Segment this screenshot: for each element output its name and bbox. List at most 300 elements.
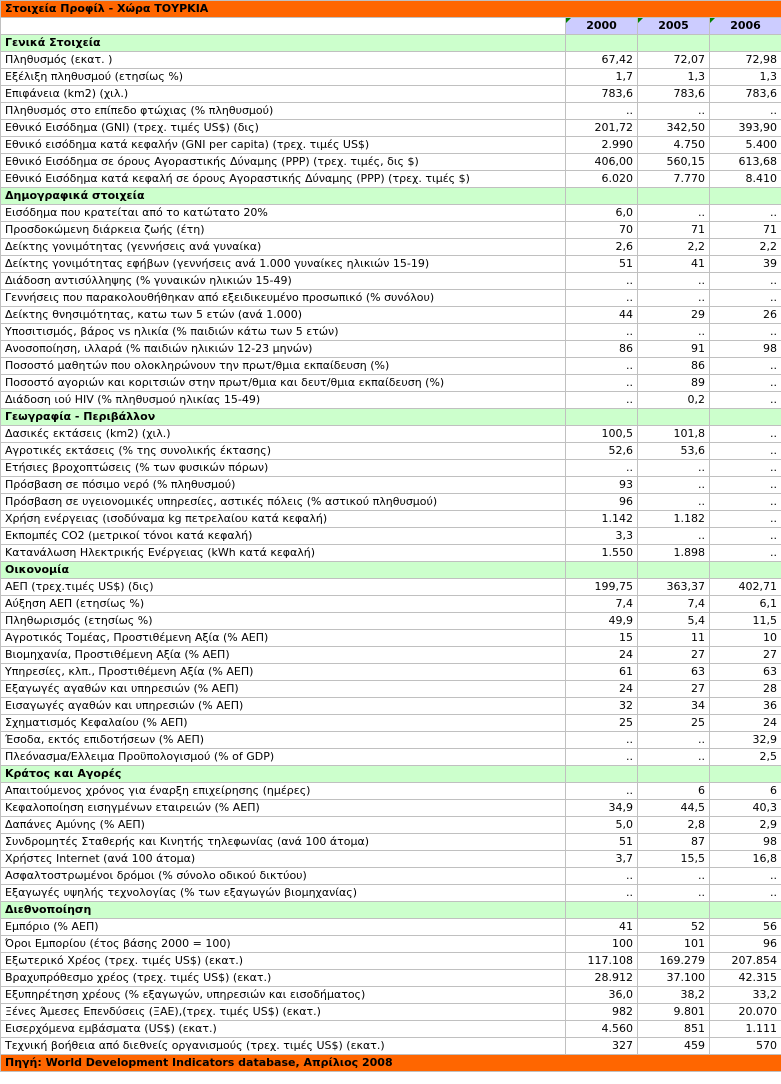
value-cell-2000[interactable]: 6,0 (566, 205, 638, 222)
value-cell-2000[interactable]: 51 (566, 834, 638, 851)
value-cell-2006[interactable]: 6 (710, 783, 781, 800)
table-row (1, 698, 781, 715)
table-row (1, 460, 781, 477)
indicator-label[interactable]: Σχηματισμός Κεφαλαίου (% ΑΕΠ) (1, 715, 566, 732)
value-cell-2000[interactable]: 201,72 (566, 120, 638, 137)
value-cell-2000[interactable]: .. (566, 885, 638, 902)
value-cell-2005[interactable]: .. (638, 494, 710, 511)
value-cell-2000[interactable]: 61 (566, 664, 638, 681)
value-cell-2005[interactable]: 101 (638, 936, 710, 953)
section-title[interactable]: Οικονομία (1, 562, 566, 579)
value-cell-2006[interactable]: 24 (710, 715, 781, 732)
value-cell-2006[interactable]: .. (710, 494, 781, 511)
value-cell-2006[interactable]: 10 (710, 630, 781, 647)
value-cell-2006[interactable]: 28 (710, 681, 781, 698)
value-cell-2005[interactable]: 1.898 (638, 545, 710, 562)
value-cell-2005[interactable]: 27 (638, 681, 710, 698)
value-cell-2006[interactable]: .. (710, 511, 781, 528)
section-title[interactable]: Γενικά Στοιχεία (1, 35, 566, 52)
table-row (1, 120, 781, 137)
table-row (1, 511, 781, 528)
value-cell-2006[interactable]: 783,6 (710, 86, 781, 103)
value-cell-2005[interactable]: 1,3 (638, 69, 710, 86)
value-cell-2006[interactable]: 42.315 (710, 970, 781, 987)
year-header-cell[interactable]: 2006 (710, 18, 781, 35)
value-cell-2005[interactable]: 7,4 (638, 596, 710, 613)
value-cell-2005[interactable]: 34 (638, 698, 710, 715)
value-cell-2006[interactable]: 20.070 (710, 1004, 781, 1021)
indicator-label[interactable]: Δείκτης θνησιμότητας, κατω των 5 ετών (ανά 1.000) (1, 307, 566, 324)
table-row (1, 885, 781, 902)
value-cell-2000[interactable]: 117.108 (566, 953, 638, 970)
value-cell-2000[interactable]: 96 (566, 494, 638, 511)
value-cell-2005[interactable]: 87 (638, 834, 710, 851)
table-row (1, 1038, 781, 1055)
indicator-label[interactable]: Εθνικό Εισόδημα (GNI) (τρεχ. τιμές US$) (δις) (1, 120, 566, 137)
value-cell-2005[interactable]: 53,6 (638, 443, 710, 460)
value-cell-2006[interactable]: 16,8 (710, 851, 781, 868)
value-cell-2000[interactable]: 1.550 (566, 545, 638, 562)
value-cell-2006[interactable]: .. (710, 358, 781, 375)
section-header-blank[interactable] (710, 35, 781, 52)
table-row (1, 528, 781, 545)
indicator-label[interactable]: ΑΕΠ (τρεχ.τιμές US$) (δις) (1, 579, 566, 596)
indicator-label[interactable]: Εθνικό Εισόδημα σε όρους Αγοραστικής Δύναμης (PPP) (τρεχ. τιμές, δις $) (1, 154, 566, 171)
section-header-blank[interactable] (638, 188, 710, 205)
value-cell-2006[interactable]: .. (710, 392, 781, 409)
value-cell-2000[interactable]: 100 (566, 936, 638, 953)
indicator-label[interactable]: Ποσοστό αγοριών και κοριτσιών στην πρωτ/θμια και δευτ/θμια εκπαίδευση (%) (1, 375, 566, 392)
value-cell-2006[interactable]: 36 (710, 698, 781, 715)
section-header-blank[interactable] (638, 409, 710, 426)
value-cell-2005[interactable]: .. (638, 324, 710, 341)
value-cell-2000[interactable]: 2,6 (566, 239, 638, 256)
table-row (1, 817, 781, 834)
value-cell-2005[interactable]: 4.750 (638, 137, 710, 154)
value-cell-2006[interactable]: .. (710, 477, 781, 494)
indicator-label[interactable]: Εξυπηρέτηση χρέους (% εξαγωγών, υπηρεσιών και εισοδήματος) (1, 987, 566, 1004)
indicator-label[interactable]: Δείκτης γονιμότητας (γεννήσεις ανά γυναίκα) (1, 239, 566, 256)
value-cell-2000[interactable]: .. (566, 358, 638, 375)
value-cell-2006[interactable]: 11,5 (710, 613, 781, 630)
value-cell-2000[interactable]: 93 (566, 477, 638, 494)
value-cell-2000[interactable]: 5,0 (566, 817, 638, 834)
indicator-label[interactable]: Διάδοση ιού HIV (% πληθυσμού ηλικίας 15-49) (1, 392, 566, 409)
value-cell-2005[interactable]: 0,2 (638, 392, 710, 409)
value-cell-2000[interactable]: 6.020 (566, 171, 638, 188)
value-cell-2006[interactable]: .. (710, 545, 781, 562)
indicator-label[interactable]: Ετήσιες βροχοπτώσεις (% των φυσικών πόρων) (1, 460, 566, 477)
section-header-blank[interactable] (566, 409, 638, 426)
section-header-blank[interactable] (566, 902, 638, 919)
table-row (1, 783, 781, 800)
value-cell-2005[interactable]: 783,6 (638, 86, 710, 103)
value-cell-2005[interactable]: 15,5 (638, 851, 710, 868)
table-row (1, 732, 781, 749)
section-header-blank[interactable] (638, 35, 710, 52)
value-cell-2005[interactable]: .. (638, 528, 710, 545)
value-cell-2006[interactable]: .. (710, 290, 781, 307)
value-cell-2005[interactable]: .. (638, 290, 710, 307)
footer-row (1, 1055, 781, 1072)
indicator-label[interactable]: Πρόσβαση σε πόσιμο νερό (% πληθυσμού) (1, 477, 566, 494)
value-cell-2000[interactable]: 44 (566, 307, 638, 324)
section-header-blank[interactable] (710, 409, 781, 426)
table-row (1, 103, 781, 120)
indicator-label[interactable]: Δαπάνες Αμύνης (% ΑΕΠ) (1, 817, 566, 834)
value-cell-2005[interactable]: 29 (638, 307, 710, 324)
value-cell-2006[interactable]: 27 (710, 647, 781, 664)
value-cell-2005[interactable]: 38,2 (638, 987, 710, 1004)
table-row (1, 681, 781, 698)
indicator-label[interactable]: Εισαγωγές αγαθών και υπηρεσιών (% ΑΕΠ) (1, 698, 566, 715)
indicator-label[interactable]: Πληθωρισμός (ετησίως %) (1, 613, 566, 630)
value-cell-2005[interactable]: 101,8 (638, 426, 710, 443)
value-cell-2000[interactable]: .. (566, 749, 638, 766)
table-row (1, 443, 781, 460)
value-cell-2000[interactable]: 86 (566, 341, 638, 358)
section-header-row (1, 562, 781, 579)
indicator-label[interactable]: Υποσιτισμός, βάρος vs ηλικία (% παιδιών κάτω των 5 ετών) (1, 324, 566, 341)
value-cell-2000[interactable]: 327 (566, 1038, 638, 1055)
section-header-blank[interactable] (638, 562, 710, 579)
value-cell-2000[interactable]: .. (566, 273, 638, 290)
table-row (1, 851, 781, 868)
value-cell-2006[interactable]: 39 (710, 256, 781, 273)
value-cell-2006[interactable]: .. (710, 273, 781, 290)
value-cell-2006[interactable]: .. (710, 324, 781, 341)
table-row (1, 375, 781, 392)
indicator-label[interactable]: Βραχυπρόθεσμο χρέος (τρεχ. τιμές US$) (εκατ.) (1, 970, 566, 987)
value-cell-2000[interactable]: .. (566, 392, 638, 409)
table-row (1, 426, 781, 443)
value-cell-2006[interactable]: 2,5 (710, 749, 781, 766)
value-cell-2000[interactable]: 783,6 (566, 86, 638, 103)
value-cell-2005[interactable]: 63 (638, 664, 710, 681)
section-header-blank[interactable] (710, 902, 781, 919)
value-cell-2006[interactable]: 98 (710, 834, 781, 851)
table-row (1, 868, 781, 885)
value-cell-2000[interactable]: 982 (566, 1004, 638, 1021)
value-cell-2000[interactable]: 2.990 (566, 137, 638, 154)
value-cell-2006[interactable]: .. (710, 426, 781, 443)
table-row (1, 137, 781, 154)
value-cell-2006[interactable]: 96 (710, 936, 781, 953)
value-cell-2005[interactable]: 11 (638, 630, 710, 647)
value-cell-2005[interactable]: 89 (638, 375, 710, 392)
table-row (1, 358, 781, 375)
value-cell-2006[interactable]: 570 (710, 1038, 781, 1055)
indicator-label[interactable]: Συνδρομητές Σταθερής και Κινητής τηλεφωνίας (ανά 100 άτομα) (1, 834, 566, 851)
value-cell-2005[interactable]: 86 (638, 358, 710, 375)
value-cell-2000[interactable]: 67,42 (566, 52, 638, 69)
table-row (1, 171, 781, 188)
indicator-label[interactable]: Αγροτικές εκτάσεις (% της συνολικής έκτασης) (1, 443, 566, 460)
value-cell-2005[interactable]: 2,2 (638, 239, 710, 256)
value-cell-2000[interactable]: 52,6 (566, 443, 638, 460)
table-row (1, 341, 781, 358)
table-row (1, 256, 781, 273)
value-cell-2000[interactable]: 51 (566, 256, 638, 273)
value-cell-2006[interactable]: 72,98 (710, 52, 781, 69)
value-cell-2005[interactable]: .. (638, 732, 710, 749)
value-cell-2005[interactable]: 560,15 (638, 154, 710, 171)
table-row (1, 647, 781, 664)
value-cell-2005[interactable]: 71 (638, 222, 710, 239)
value-cell-2000[interactable]: 70 (566, 222, 638, 239)
indicator-label[interactable]: Τεχνική βοήθεια από διεθνείς οργανισμούς (τρεχ. τιμές US$) (εκατ.) (1, 1038, 566, 1055)
indicator-label[interactable]: Ξένες Άμεσες Επενδύσεις (ΞΑΕ),(τρεχ. τιμές US$) (εκατ.) (1, 1004, 566, 1021)
value-cell-2006[interactable]: 2,9 (710, 817, 781, 834)
value-cell-2005[interactable]: 342,50 (638, 120, 710, 137)
value-cell-2000[interactable]: 34,9 (566, 800, 638, 817)
value-cell-2000[interactable]: 199,75 (566, 579, 638, 596)
table-row (1, 834, 781, 851)
indicator-label[interactable]: Πληθυσμός στο επίπεδο φτώχιας (% πληθυσμού) (1, 103, 566, 120)
value-cell-2000[interactable]: 41 (566, 919, 638, 936)
table-row (1, 307, 781, 324)
value-cell-2006[interactable]: 71 (710, 222, 781, 239)
section-header-blank[interactable] (566, 766, 638, 783)
indicator-label[interactable]: Ποσοστό μαθητών που ολοκληρώνουν την πρωτ/θμια εκπαίδευση (%) (1, 358, 566, 375)
value-cell-2005[interactable]: 52 (638, 919, 710, 936)
indicator-label[interactable]: Εισερχόμενα εμβάσματα (US$) (εκατ.) (1, 1021, 566, 1038)
value-cell-2006[interactable]: 2,2 (710, 239, 781, 256)
table-row (1, 1021, 781, 1038)
indicator-label[interactable]: Ασφαλτοστρωμένοι δρόμοι (% σύνολο οδικού δικτύου) (1, 868, 566, 885)
value-cell-2005[interactable]: 25 (638, 715, 710, 732)
value-cell-2006[interactable]: 26 (710, 307, 781, 324)
value-cell-2000[interactable]: 32 (566, 698, 638, 715)
value-cell-2006[interactable]: 63 (710, 664, 781, 681)
section-title[interactable]: Κράτος και Αγορές (1, 766, 566, 783)
value-cell-2000[interactable]: .. (566, 375, 638, 392)
value-cell-2006[interactable]: .. (710, 868, 781, 885)
value-cell-2006[interactable]: .. (710, 443, 781, 460)
indicator-label[interactable]: Εμπόριο (% ΑΕΠ) (1, 919, 566, 936)
indicator-label[interactable]: Εισόδημα που κρατείται από το κατώτατο 20% (1, 205, 566, 222)
indicator-label[interactable]: Εκπομπές CO2 (μετρικοί τόνοι κατά κεφαλή) (1, 528, 566, 545)
section-header-row (1, 902, 781, 919)
value-cell-2000[interactable]: 49,9 (566, 613, 638, 630)
section-title[interactable]: Δημογραφικά στοιχεία (1, 188, 566, 205)
value-cell-2005[interactable]: 363,37 (638, 579, 710, 596)
value-cell-2000[interactable]: 28.912 (566, 970, 638, 987)
value-cell-2006[interactable]: 98 (710, 341, 781, 358)
table-row (1, 970, 781, 987)
value-cell-2005[interactable]: .. (638, 477, 710, 494)
value-cell-2005[interactable]: 1.182 (638, 511, 710, 528)
indicator-label[interactable]: Δείκτης γονιμότητας εφήβων (γεννήσεις ανά 1.000 γυναίκες ηλικιών 15-19) (1, 256, 566, 273)
value-cell-2000[interactable]: .. (566, 783, 638, 800)
page-title: Στοιχεία Προφίλ - Χώρα ΤΟΥΡΚΙΑ (1, 1, 781, 18)
value-cell-2000[interactable]: 7,4 (566, 596, 638, 613)
indicator-label[interactable]: Πρόσβαση σε υγειονομικές υπηρεσίες, αστικές πόλεις (% αστικού πληθυσμού) (1, 494, 566, 511)
section-header-blank[interactable] (566, 35, 638, 52)
table-row (1, 494, 781, 511)
year-header-cell[interactable]: 2000 (566, 18, 638, 35)
value-cell-2005[interactable]: .. (638, 749, 710, 766)
section-title[interactable]: Γεωγραφία - Περιβάλλον (1, 409, 566, 426)
indicator-label[interactable]: Απαιτούμενος χρόνος για έναρξη επιχείρησης (ημέρες) (1, 783, 566, 800)
value-cell-2000[interactable]: .. (566, 324, 638, 341)
value-cell-2000[interactable]: 25 (566, 715, 638, 732)
section-header-row (1, 409, 781, 426)
indicator-label[interactable]: Προσδοκώμενη διάρκεια ζωής (έτη) (1, 222, 566, 239)
value-cell-2000[interactable]: 406,00 (566, 154, 638, 171)
value-cell-2005[interactable]: .. (638, 460, 710, 477)
value-cell-2000[interactable]: .. (566, 732, 638, 749)
value-cell-2006[interactable]: .. (710, 375, 781, 392)
value-cell-2000[interactable]: 24 (566, 647, 638, 664)
value-cell-2006[interactable]: 56 (710, 919, 781, 936)
value-cell-2005[interactable]: 5,4 (638, 613, 710, 630)
value-cell-2000[interactable]: 24 (566, 681, 638, 698)
value-cell-2005[interactable]: .. (638, 885, 710, 902)
value-cell-2006[interactable]: .. (710, 460, 781, 477)
table-row (1, 273, 781, 290)
table-row (1, 86, 781, 103)
value-cell-2000[interactable]: .. (566, 460, 638, 477)
value-cell-2000[interactable]: .. (566, 103, 638, 120)
indicator-label[interactable]: Ανοσοποίηση, ιλλαρά (% παιδιών ηλικιών 12-23 μηνών) (1, 341, 566, 358)
value-cell-2006[interactable]: 393,90 (710, 120, 781, 137)
table-row (1, 222, 781, 239)
indicator-label[interactable]: Χρήστες Internet (ανά 100 άτομα) (1, 851, 566, 868)
value-cell-2006[interactable]: 32,9 (710, 732, 781, 749)
indicator-label[interactable]: Όροι Εμπορίου (έτος βάσης 2000 = 100) (1, 936, 566, 953)
indicator-label[interactable]: Αγροτικός Τομέας, Προστιθέμενη Αξία (% ΑΕΠ) (1, 630, 566, 647)
indicator-label[interactable]: Υπηρεσίες, κλπ., Προστιθέμενη Αξία (% ΑΕΠ) (1, 664, 566, 681)
value-cell-2000[interactable]: 1,7 (566, 69, 638, 86)
year-header-blank (1, 18, 566, 35)
value-cell-2005[interactable]: 9.801 (638, 1004, 710, 1021)
title-row (1, 1, 781, 18)
table-row (1, 579, 781, 596)
value-cell-2000[interactable]: .. (566, 290, 638, 307)
table-row (1, 936, 781, 953)
table-row (1, 324, 781, 341)
table-row (1, 239, 781, 256)
section-header-blank[interactable] (566, 562, 638, 579)
indicator-label[interactable]: Εξαγωγές αγαθών και υπηρεσιών (% ΑΕΠ) (1, 681, 566, 698)
value-cell-2006[interactable]: 613,68 (710, 154, 781, 171)
value-cell-2005[interactable]: 7.770 (638, 171, 710, 188)
year-header-row (1, 18, 781, 35)
value-cell-2006[interactable]: 402,71 (710, 579, 781, 596)
value-cell-2000[interactable]: 36,0 (566, 987, 638, 1004)
table-row (1, 596, 781, 613)
section-header-blank[interactable] (710, 766, 781, 783)
value-cell-2006[interactable]: .. (710, 528, 781, 545)
indicator-label[interactable]: Εξέλιξη πληθυσμού (ετησίως %) (1, 69, 566, 86)
table-row (1, 800, 781, 817)
value-cell-2005[interactable]: 6 (638, 783, 710, 800)
indicator-label[interactable]: Επιφάνεια (km2) (χιλ.) (1, 86, 566, 103)
value-cell-2005[interactable]: .. (638, 868, 710, 885)
indicator-label[interactable]: Χρήση ενέργειας (ισοδύναμα kg πετρελαίου κατά κεφαλή) (1, 511, 566, 528)
value-cell-2006[interactable]: 40,3 (710, 800, 781, 817)
indicator-label[interactable]: Εθνικό Εισόδημα κατά κεφαλή σε όρους Αγοραστικής Δύναμης (PPP) (τρεχ. τιμές $) (1, 171, 566, 188)
section-title[interactable]: Διεθνοποίηση (1, 902, 566, 919)
value-cell-2006[interactable]: 6,1 (710, 596, 781, 613)
value-cell-2005[interactable]: .. (638, 103, 710, 120)
value-cell-2000[interactable]: 4.560 (566, 1021, 638, 1038)
indicator-label[interactable]: Έσοδα, εκτός επιδοτήσεων (% ΑΕΠ) (1, 732, 566, 749)
table-row (1, 749, 781, 766)
value-cell-2005[interactable]: 91 (638, 341, 710, 358)
value-cell-2005[interactable]: 851 (638, 1021, 710, 1038)
indicator-label[interactable]: Διάδοση αντισύλληψης (% γυναικών ηλικιών 15-49) (1, 273, 566, 290)
indicator-label[interactable]: Γεννήσεις που παρακολουθήθηκαν από εξειδικευμένο προσωπικό (% συνόλου) (1, 290, 566, 307)
value-cell-2006[interactable]: 5.400 (710, 137, 781, 154)
section-header-blank[interactable] (638, 902, 710, 919)
table-row (1, 392, 781, 409)
value-cell-2006[interactable]: 8.410 (710, 171, 781, 188)
value-cell-2005[interactable]: 27 (638, 647, 710, 664)
indicator-label[interactable]: Δασικές εκτάσεις (km2) (χιλ.) (1, 426, 566, 443)
value-cell-2005[interactable]: 41 (638, 256, 710, 273)
value-cell-2006[interactable]: .. (710, 885, 781, 902)
section-header-blank[interactable] (710, 562, 781, 579)
value-cell-2000[interactable]: 15 (566, 630, 638, 647)
value-cell-2005[interactable]: 37.100 (638, 970, 710, 987)
table-row (1, 290, 781, 307)
section-header-blank[interactable] (638, 766, 710, 783)
table-row (1, 953, 781, 970)
value-cell-2006[interactable]: .. (710, 103, 781, 120)
indicator-label[interactable]: Αύξηση ΑΕΠ (ετησίως %) (1, 596, 566, 613)
table-row (1, 630, 781, 647)
section-header-row (1, 766, 781, 783)
value-cell-2006[interactable]: 33,2 (710, 987, 781, 1004)
value-cell-2005[interactable]: 44,5 (638, 800, 710, 817)
value-cell-2000[interactable]: 3,7 (566, 851, 638, 868)
value-cell-2005[interactable]: 2,8 (638, 817, 710, 834)
indicator-label[interactable]: Εξαγωγές υψηλής τεχνολογίας (% των εξαγωγών βιομηχανίας) (1, 885, 566, 902)
table-row (1, 205, 781, 222)
value-cell-2000[interactable]: 1.142 (566, 511, 638, 528)
value-cell-2006[interactable]: 1,3 (710, 69, 781, 86)
indicator-label[interactable]: Εξωτερικό Χρέος (τρεχ. τιμές US$) (εκατ.) (1, 953, 566, 970)
value-cell-2006[interactable]: 1.111 (710, 1021, 781, 1038)
indicator-label[interactable]: Εθνικό εισόδημα κατά κεφαλήν (GNI per capita) (τρεχ. τιμές US$) (1, 137, 566, 154)
value-cell-2006[interactable]: 207.854 (710, 953, 781, 970)
table-row (1, 545, 781, 562)
table-row (1, 664, 781, 681)
value-cell-2005[interactable]: 169.279 (638, 953, 710, 970)
value-cell-2005[interactable]: 72,07 (638, 52, 710, 69)
indicator-label[interactable]: Πλεόνασμα/Ελλειμα Προϋπολογισμού (% of GDP) (1, 749, 566, 766)
value-cell-2000[interactable]: .. (566, 868, 638, 885)
value-cell-2005[interactable]: 459 (638, 1038, 710, 1055)
indicator-label[interactable]: Πληθυσμός (εκατ. ) (1, 52, 566, 69)
value-cell-2006[interactable]: .. (710, 205, 781, 222)
table-row (1, 477, 781, 494)
section-header-blank[interactable] (710, 188, 781, 205)
year-header-cell[interactable]: 2005 (638, 18, 710, 35)
value-cell-2005[interactable]: .. (638, 205, 710, 222)
value-cell-2000[interactable]: 3,3 (566, 528, 638, 545)
indicator-label[interactable]: Βιομηχανία, Προστιθέμενη Αξία (% ΑΕΠ) (1, 647, 566, 664)
indicator-label[interactable]: Κεφαλοποίηση εισηγμένων εταιρειών (% ΑΕΠ) (1, 800, 566, 817)
section-header-blank[interactable] (566, 188, 638, 205)
indicator-label[interactable]: Κατανάλωση Ηλεκτρικής Ενέργειας (kWh κατά κεφαλή) (1, 545, 566, 562)
value-cell-2005[interactable]: .. (638, 273, 710, 290)
table-row (1, 154, 781, 171)
table-row (1, 715, 781, 732)
value-cell-2000[interactable]: 100,5 (566, 426, 638, 443)
